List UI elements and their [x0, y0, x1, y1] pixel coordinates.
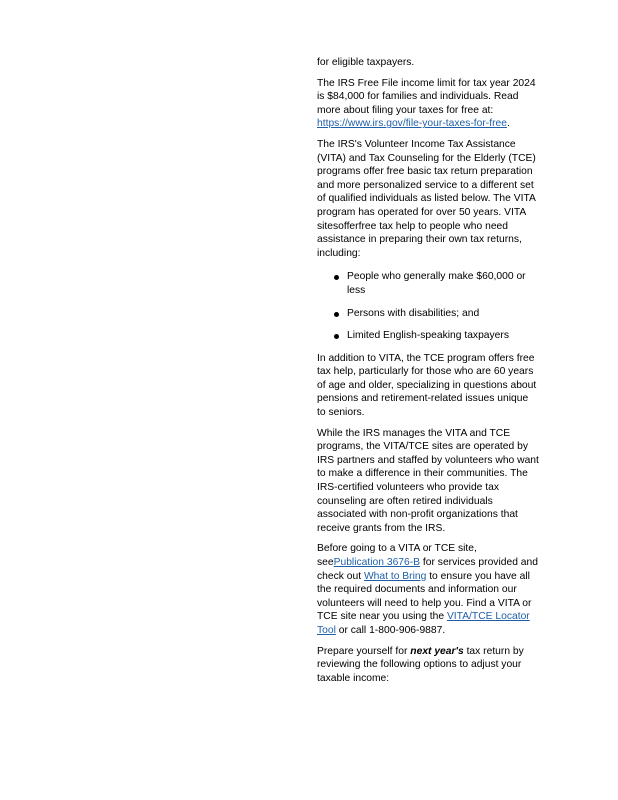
- bullet-icon: [334, 275, 339, 280]
- before-going-text-b: for services provided and check out: [317, 557, 538, 582]
- free-file-link[interactable]: https://www.irs.gov/file-your-taxes-for-free: [317, 118, 507, 130]
- bullet-icon: [334, 334, 339, 339]
- list-item-text: People who generally make $60,000 or less: [347, 271, 526, 296]
- document-column: [317, 56, 539, 692]
- eligibility-list: [317, 270, 539, 342]
- list-item-text: Persons with disabilities; and: [347, 307, 480, 319]
- paragraph-partners: While the IRS manages the VITA and TCE programs, the VITA/TCE sites are operated by IRS partners and staffed by volunteers who want to make a difference in their communities. The IRS-certified volunteers who provide tax counseling are often retired individuals associated with non-profit organizations that receive grants from the IRS.: [317, 427, 539, 534]
- prepare-text-b: tax return by reviewing the following options to adjust your taxable income:: [317, 645, 524, 684]
- free-file-end: .: [506, 118, 510, 130]
- list-item: [317, 329, 539, 343]
- prepare-text-a: Prepare yourself for: [317, 645, 411, 657]
- prepare-emphasis: next year's: [410, 645, 464, 657]
- list-item: [317, 307, 539, 321]
- paragraph-free-file: [317, 77, 539, 131]
- free-file-text: The IRS Free File income limit for tax year 2024 is $84,000 for families and individuals. Read more about filing your taxes for free at:: [317, 77, 536, 116]
- paragraph-tce: In addition to VITA, the TCE program offers free tax help, particularly for those who are 60 years of age and older, specializing in questions about pensions and retirement-related issues unique to seniors.: [317, 352, 537, 419]
- list-item-text: Limited English-speaking taxpayers: [347, 330, 509, 342]
- before-going-text-a: Before going to a VITA or TCE site, see: [317, 543, 477, 568]
- before-going-text-c: to ensure you have all the required documents and information our volunteers will need to help you. Find a VITA or TCE site near you using the: [317, 570, 532, 623]
- publication-link[interactable]: Publication 3676-B: [333, 557, 421, 568]
- what-to-bring-link[interactable]: What to Bring: [363, 570, 427, 582]
- list-item: [317, 270, 539, 297]
- locator-tool-link[interactable]: VITA/TCE Locator Tool: [317, 611, 530, 636]
- before-going-text-d: or call 1-800-906-9887.: [335, 624, 446, 636]
- paragraph-intro: for eligible taxpayers.: [317, 57, 415, 68]
- paragraph-before-going: [317, 542, 539, 637]
- paragraph-vita-tce: The IRS's Volunteer Income Tax Assistance (VITA) and Tax Counseling for the Elderly (TCE) programs offer free basic tax return preparation and more personalized service to a different set of qualified individuals as listed below. The VITA program has operated for over 50 years. VITA sitesofferfree tax help to people who need assistance in preparing their own tax returns, including:: [317, 138, 536, 259]
- bullet-icon: [334, 312, 339, 317]
- paragraph-prepare: [317, 645, 539, 686]
